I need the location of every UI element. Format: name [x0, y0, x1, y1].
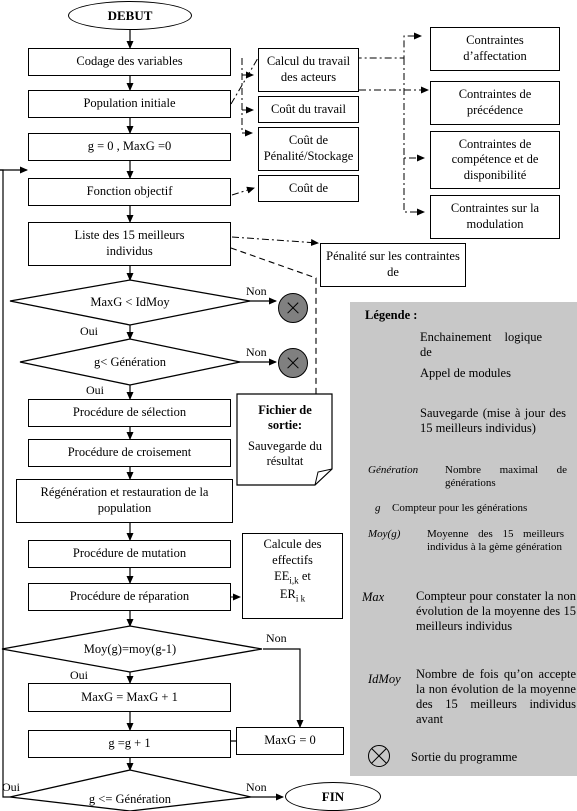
module-cout-travail: Coût du travail: [258, 96, 359, 123]
legend-sortie: Sortie du programme: [411, 750, 518, 764]
legend-desc-generation: Nombre maximal de générations: [445, 464, 567, 490]
effectifs-box: [242, 533, 343, 619]
branch-non-1: Non: [246, 284, 267, 298]
step-croisement: Procédure de croisement: [28, 439, 231, 467]
branch-oui-1: Oui: [80, 324, 98, 338]
legend-desc-g: Compteur pour les générations: [392, 502, 528, 514]
branch-oui-3: Oui: [70, 668, 88, 682]
step-regeneration: Régénération et restauration de la population: [16, 479, 233, 523]
constraint-competence: Contraintes de compétence et de disponibilité: [430, 131, 560, 189]
ee-symbol: EE: [274, 569, 290, 584]
module-penalite: Pénalité sur les contraintes de: [320, 243, 466, 287]
legend-sauvegarde: Sauvegarde (mise à jour des 15 meilleurs individus): [420, 406, 566, 435]
branch-oui-2: Oui: [86, 383, 104, 397]
output-file-body: Sauvegarde du résultat: [248, 439, 322, 468]
step-mutation: Procédure de mutation: [28, 540, 231, 568]
end-terminal: FIN: [285, 782, 381, 811]
legend-desc-max: Compteur pour constater la non évolution de la moyenne des 15 meilleurs individus: [416, 589, 576, 633]
legend-exit-icon: [368, 745, 390, 767]
step-selection: Procédure de sélection: [28, 399, 231, 427]
constraint-precedence: Contraintes de précédence: [430, 81, 560, 125]
effectifs-er: [280, 587, 305, 605]
legend-desc-moy: Moyenne des 15 meilleurs individus à la gème génération: [427, 528, 564, 554]
step-maxg-reset: MaxG = 0: [236, 727, 344, 755]
legend-title: Légende :: [365, 308, 418, 322]
ee-subscript: i,k: [289, 575, 299, 586]
branch-non-2: Non: [246, 345, 267, 359]
er-symbol: ER: [279, 587, 296, 601]
module-cout-de: Coût de: [258, 175, 359, 202]
branch-oui-4: Oui: [2, 780, 20, 794]
legend-term-generation: Génération: [368, 464, 419, 476]
decision-2-text: g< Génération: [94, 354, 166, 369]
legend-enchainement: Enchainement logique de: [420, 330, 542, 359]
decision-1-text: MaxG < IdMoy: [90, 294, 170, 309]
er-subscript: i k: [295, 593, 306, 604]
legend-appel: Appel de modules: [420, 366, 511, 380]
step-g-increment: g =g + 1: [28, 730, 231, 758]
legend-term-idmoy: IdMoy: [368, 672, 401, 686]
output-file-title: Fichier de sortie:: [258, 403, 312, 432]
exit-icon: [278, 293, 308, 323]
step-population: Population initiale: [28, 90, 231, 118]
module-cout-penalite: Coût de Pénalité/Stockage: [258, 127, 359, 171]
effectifs-title: Calcule des effectifs: [263, 537, 322, 567]
step-liste-meilleurs: Liste des 15 meilleurs individus: [28, 222, 231, 266]
branch-non-3: Non: [266, 631, 287, 645]
decision-4-text: g <= Génération: [88, 791, 172, 806]
constraint-affectation: Contraintes d’affectation: [430, 27, 560, 71]
start-terminal: DEBUT: [68, 1, 192, 30]
step-maxg-increment: MaxG = MaxG + 1: [28, 683, 231, 712]
exit-icon: [278, 348, 308, 378]
decision-3-text: Moy(g)=moy(g-1): [83, 641, 177, 656]
legend-desc-idmoy: Nombre de fois qu’on accepte la non évolution de la moyenne des 15 meilleurs individus avant: [416, 667, 576, 726]
branch-non-4: Non: [246, 780, 267, 794]
step-codage: Codage des variables: [28, 48, 231, 76]
module-calcul-travail: Calcul du travail des acteurs: [258, 48, 359, 92]
step-init: g = 0 , MaxG =0: [28, 133, 231, 161]
legend-term-moy: Moy(g): [368, 528, 401, 540]
legend-term-max: Max: [362, 590, 385, 604]
constraint-modulation: Contraintes sur la modulation: [430, 195, 560, 239]
step-reparation: Procédure de réparation: [28, 583, 231, 611]
et-word: et: [301, 569, 311, 584]
effectifs-ee: [274, 569, 311, 587]
legend-term-g: g: [375, 502, 381, 514]
step-fonction-objectif: Fonction objectif: [28, 178, 231, 206]
